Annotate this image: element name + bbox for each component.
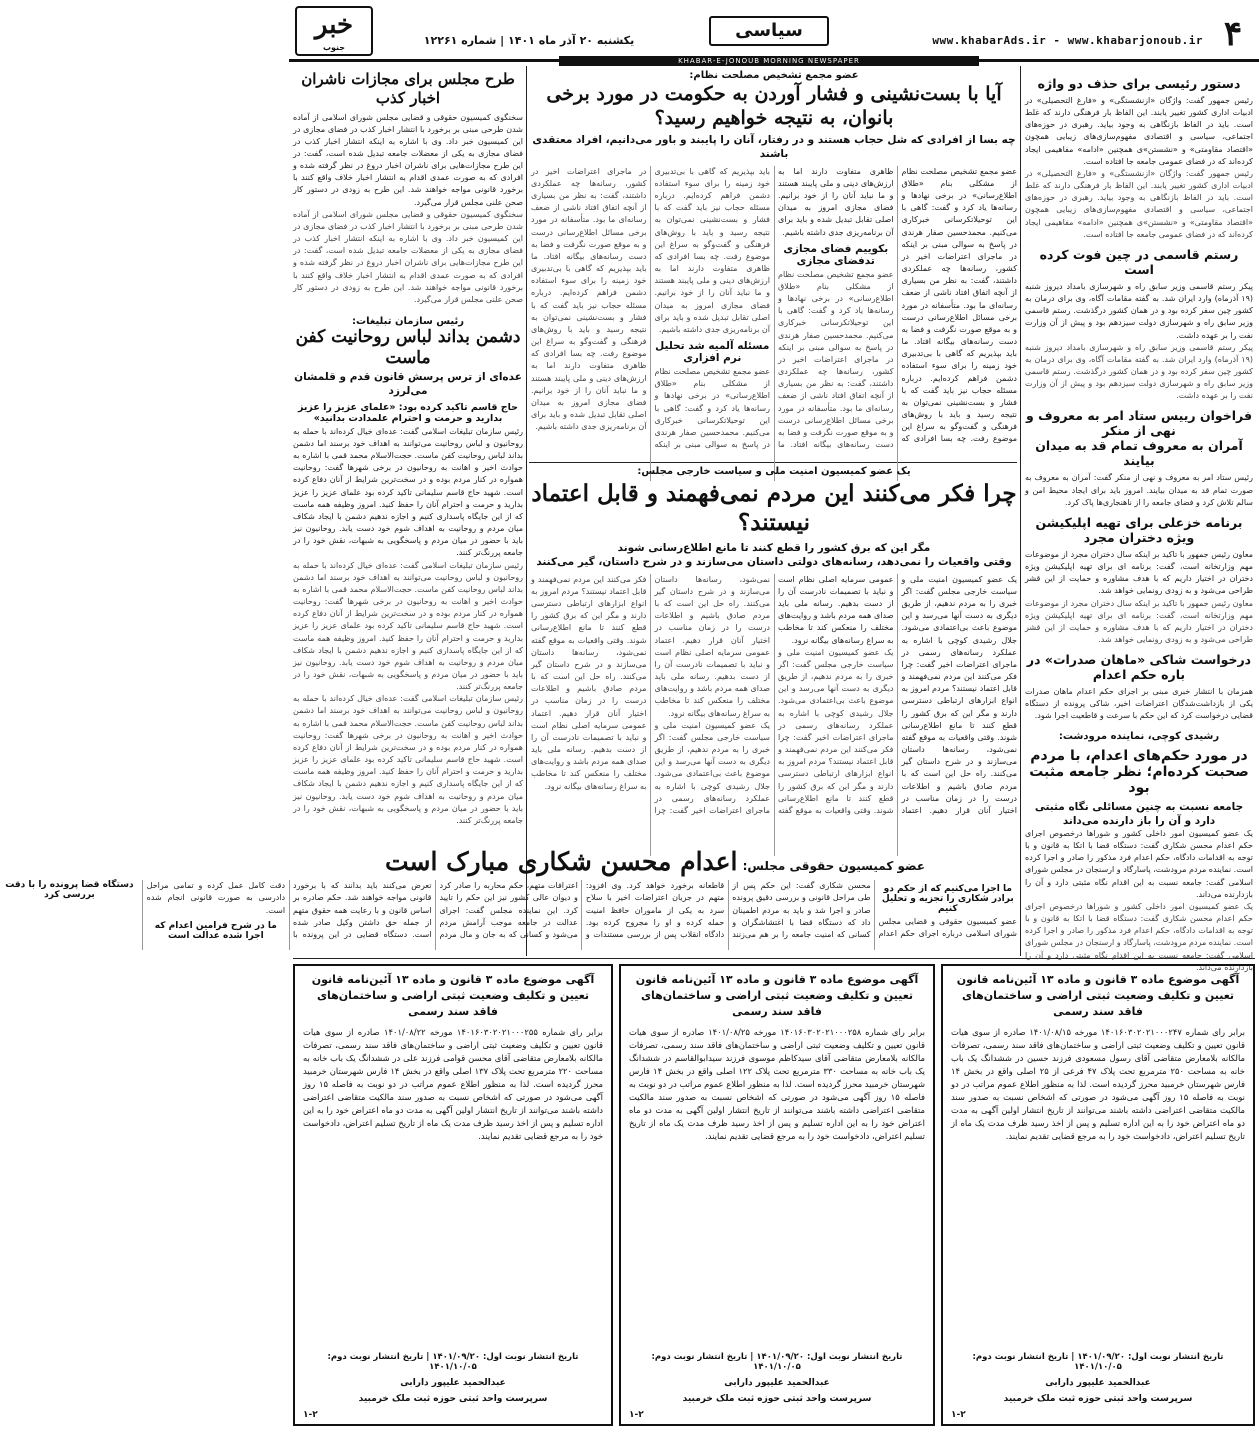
story-body: عضو کمیسیون حقوقی و قضایی مجلس شورای اسلامی درباره اجرای حکم اعدام محسن شکاری گفت: این حکم پس از طی مراحل قانونی و بررسی دقیق پرونده صادر و اجرا شد و باید به مردم اطمینان داد که دستگاه قضا با اغتشاشگران و کسانی که امنیت جامعه را بر هم می‌زنند قاطعانه برخورد خواهد کرد. وی افزود: متهم در جریان اعتراضات اخیر با سلاح سرد به یکی از ماموران حافظ امنیت حمله کرده و او را مجروح کرده بود. دادگاه انقلاب پس از بررسی مستندات و اعترافات متهم، حکم محاربه را صادر کرد و دیوان عالی کشور نیز این حکم را تایید کرد. این نماینده مجلس گفت: اجرای عدالت در جامعه موجب آرامش مردم می‌شود و کسانی که به جان و مال مردم تعرض می‌کنند باید بدانند که با برخورد قانونی مواجه خواهند شد. حکم صادره بر اساس قانون و با رعایت همه حقوق متهم از جمله حق داشتن وکیل صادر شده است. دستگاه قضایی در این پرونده با دقت کامل عمل کرده و تمامی مراحل دادرسی به صورت قانونی انجام شده است. <box>146 881 1017 939</box>
top-story <box>531 70 1017 458</box>
section-label: سیاسی <box>709 16 829 46</box>
brief-text: یک عضو کمیسیون امور داخلی کشور و شوراها درخصوص اجرای حکم اعدام محسن شکاری گفت: دستگاه قضا با اتکا به قانون و با توجه به اقدامات دادگاه، حکم اعدام فرد مذکور را صادر و اجرا کرده است. نماینده مردم مرودشت، پاسارگاد و ارسنجان در مجلس شورای اسلامی گفت: جامعه نسبت به این اقدام نگاه مثبتی دارد و آن را بازدارنده می‌داند. <box>1025 901 1253 972</box>
story-columns <box>531 574 1017 856</box>
story-headline: طرح مجلس برای مجازات ناشران اخبار کذب <box>301 70 515 107</box>
brief-text: رئیس جمهور گفت: واژگان «ازنشستگی» و «فارغ التحصیلی» در ادبیات اداری کشور تغییر یابند. این الفاظ بار فرهنگی دارند که غلط است. باید در الفاظ بازنگاهی به وجود بیاید. رهبری در حوزه‌های اجتماعی، سیاسی و اقتصادی مفهوم‌سازی‌های زیبایی همچون «اقتصاد مقاومتی» و «نشستن»ی همچنین «ادامه» مفاهیمی ایجاد کرده‌اند که در فضای عمومی جامعه جا افتاده است. <box>1025 168 1253 239</box>
brief-text: پیکر رستم قاسمی وزیر سابق راه و شهرسازی بامداد دیروز شنبه (۱۹ آذرماه) وارد ایران شد. به گفته مقامات آگاه، وی برای درمان به کشور چین سفر کرده بود و در همان کشور درگذشت. رستم قاسمی وزیر سابق راه و شهرسازی دولت سیزدهم بود و پیش از آن وزارت نفت را بر عهده داشت. <box>1025 342 1253 401</box>
story-kicker: یک عضو کمیسیون امنیت ملی و سیاست خارجی مجلس: <box>637 466 911 477</box>
banner-headline: اعدام محسن شکاری مبارک است <box>384 847 738 876</box>
brief-text: یک عضو کمیسیون امور داخلی کشور و شوراها درخصوص اجرای حکم اعدام محسن شکاری گفت: دستگاه قضا با اتکا به قانون و با توجه به اقدامات دادگاه، حکم اعدام فرد مذکور را صادر و اجرا کرده است. نماینده مردم مرودشت، پاسارگاد و ارسنجان در مجلس شورای اسلامی گفت: جامعه نسبت به این اقدام نگاه مثبتی دارد و آن را بازدارنده می‌داند. <box>1025 828 1253 899</box>
ad-title: آگهی موضوع ماده ۳ قانون و ماده ۱۳ آئین‌نامه قانون تعیین و تکلیف وضعیت ثبتی اراضی و ساختمان‌های فاقد سند رسمی <box>956 973 1240 1018</box>
brief-kicker: رشیدی کوچی، نماینده مرودشت: <box>1058 730 1220 742</box>
second-story <box>531 466 1017 844</box>
brief-text: معاون رئیس جمهور با تاکید بر اینکه سال دختران مجرد از موضوعات مهم وزارتخانه است، گفت: برنامه ای برای تهیه اپلیکیشن ویژه دختران در اختیار داریم که با هدف مشاوره و حمایت از این قشر طراحی می‌شود و به زودی رونمایی خواهد شد. <box>1025 549 1253 596</box>
brief-text: همزمان با انتشار خبری مبنی بر اجرای حکم اعدام ماهان صدرات یکی از بازداشت‌شدگان اعتراضات اخیر، شاکی پرونده از دستگاه قضایی درخواست کرد که این حکم با سرعت و قاطعیت اجرا شود. <box>1025 687 1253 721</box>
masthead <box>289 0 1259 62</box>
story-kicker: رئیس سازمان تبلیغات: <box>352 316 464 327</box>
brief-title: درخواست شاکی «ماهان صدرات» در باره حکم اعدام <box>1026 652 1252 683</box>
story-subhead: ما در شرح فرامین اعدام که اجرا شده عدالت است <box>154 920 277 941</box>
newspaper-logo <box>295 6 373 56</box>
left-column <box>293 70 523 954</box>
story-headline: چرا فکر می‌کنند این مردم نمی‌فهمند و قابل اعتماد نیستند؟ <box>531 480 1017 536</box>
story-body: یک عضو کمیسیون امنیت ملی و سیاست خارجی مجلس گفت: اگر خبری را به مردم ندهیم، از طریق دیگری به دست آنها می‌رسد و این موضوع باعث بی‌اعتمادی می‌شود. جلال رشیدی کوچی با اشاره به عملکرد رسانه‌های رسمی در ماجرای اعتراضات اخیر گفت: چرا فکر می‌کنند این مردم نمی‌فهمند و قابل اعتماد نیستند؟ مردم امروز به انواع ابزارهای ارتباطی دسترسی دارند و مگر این که برق کشور را قطع کنند تا مانع اطلاع‌رسانی شوند. وقتی واقعیات به موقع گفته نمی‌شود، رسانه‌ها داستان می‌سازند و در شرح داستان گیر می‌کنند. راه حل این است که با مردم صادق باشیم و اطلاعات درست را در زمان مناسب در اختیار آنان قرار دهیم. اعتماد عمومی سرمایه اصلی نظام است و نباید با تصمیمات نادرست آن را از دست بدهیم. رسانه ملی باید صدای همه مردم باشد و روایت‌های مختلف را منعکس کند تا مخاطب به سراغ رسانه‌های بیگانه نرود. <box>654 574 894 815</box>
story-body: سخنگوی کمیسیون حقوقی و قضایی مجلس شورای اسلامی از آماده شدن طرحی مبنی بر برخورد با انتشار اخبار کذب در فضای مجازی در این کمیسیون خبر داد. وی با اشاره به اینکه انتشار اخبار کذب در فضای مجازی به یکی از معضلات جامعه تبدیل شده است، گفت: در این طرح مجازات‌هایی برای ناشران اخبار دروغ در نظر گرفته شده و افرادی که به صورت عمدی اقدام به انتشار اخبار خلاف واقع کنند با برخورد قانونی مواجه خواهند شد. این طرح به زودی در دستور کار صحن علنی مجلس قرار می‌گیرد. <box>293 209 523 304</box>
story-body: رئیس سازمان تبلیغات اسلامی گفت: عده‌ای خیال کرده‌اند با حمله به روحانیون و لباس روحانیت می‌توانند به اهداف خود برسند اما دشمن بداند لباس روحانیت کفن ماست. حجت‌الاسلام محمد قمی با اشاره به حوادث اخیر و اهانت به روحانیون در برخی شهرها گفت: روحانیت همواره در کنار مردم بوده و در سخت‌ترین شرایط از آنان دفاع کرده است. شهید حاج قاسم سلیمانی تاکید کرده بود علمای عزیز را عزیز بدارید و حرمت و احترام آنان را حفظ کنید. امروز وظیفه همه ماست که از این جایگاه پاسداری کنیم و اجازه ندهیم دشمن با ایجاد شکاف میان مردم و روحانیت به اهداف شوم خود دست یابد. روحانیون نیز باید با حضور در میان مردم و پاسخگویی به شبهات، نقش خود را در جامعه پررنگ‌تر کنند. <box>293 694 523 825</box>
ad-body: برابر رای شماره ۱۴۰۱۶۰۳۰۲۰۲۱۰۰۰۲۴۷ مورخه ۱۴۰۱/۰۸/۱۵ صادره از سوی هیات قانون تعیین و تکلیف وضعیت ثبتی اراضی و ساختمان‌های فاقد سند رسمی، تصرفات مالکانه بلامعارض متقاضی آقای رسول مسعودی فرزند حسین در ششدانگ یک باب خانه به مساحت ۲۵۰ مترمربع تحت پلاک ۴۷ فرعی از ۲۵ اصلی واقع در بخش ۱۴ فارس شهرستان خرمبید محرز گردیده است. لذا به منظور اطلاع عموم مراتب در دو نوبت به فاصله ۱۵ روز آگهی می‌شود در صورتی که اشخاص نسبت به صدور سند مالکیت متقاضی اعتراضی داشته باشند می‌توانند از تاریخ انتشار اولین آگهی به مدت دو ماه اعتراض خود را به این اداره تسلیم و پس از اخذ رسید ظرف مدت یک ماه از تاریخ تسلیم اعتراض، دادخواست خود را به مرجع قضایی تقدیم نمایند. <box>951 1026 1246 1141</box>
logo-word: خبر <box>314 10 354 40</box>
ad-signer: عبدالحمید علیپور دارابی <box>400 1378 506 1388</box>
story-body: عضو مجمع تشخیص مصلحت نظام از مشکلی بنام «طلاق اطلاع‌رسانی» در برخی نهادها و رسانه‌ها یاد کرد و گفت: گاهی با این توحیلاتکرسانی خبرکاری می‌کنیم. محمدحسین صفار هرندی در پاسخ به سوالی مبنی بر اینکه در ماجرای اعتراضات اخیر در کشور، رسانه‌ها چه عملکردی داشتند، گفت: به نظر من بسیاری از آنچه اتفاق افتاد ناشی از ضعف رسانه‌ای ما بود. متأسفانه در مورد برخی مسائل اطلاع‌رسانی درست و به موقع صورت نگرفت و فضا به دست رسانه‌های بیگانه افتاد. ما باید بپذیریم که گاهی با بی‌تدبیری خود زمینه را برای سوء استفاده دشمن فراهم کرده‌ایم. درباره مسئله حجاب نیز باید گفت که با فشار و بست‌نشینی نمی‌توان به نتیجه رسید و باید با روش‌های فرهنگی و گفت‌وگو به سراغ این موضوع رفت. چه بسا افرادی که ظاهری متفاوت دارند اما به ارزش‌های دینی و ملی پایبند هستند و ما نباید آنان را از خود برانیم. فضای مجازی امروز به میدان اصلی تقابل تبدیل شده و باید برای آن برنامه‌ریزی جدی داشته باشیم. <box>778 166 1017 444</box>
banner-story <box>5 846 1017 956</box>
column-rule <box>1020 66 1021 956</box>
brief-sub: جامعه نسبت به چنین مسائلی نگاه مثبتی دارد و آن را باز دارنده می‌داند <box>1034 800 1244 827</box>
ad-code: ۱-۲ <box>951 1410 966 1420</box>
site-urls[interactable]: www.khabarAds.ir - www.khabarjonoub.ir <box>932 34 1203 47</box>
story-subhead: مسئله آلمیه شد تحلیل نرم افزاری <box>655 340 770 365</box>
legal-ad <box>293 964 613 1426</box>
legal-ad <box>941 964 1255 1426</box>
brief-text: معاون رئیس جمهور با تاکید بر اینکه سال دختران مجرد از موضوعات مهم وزارتخانه است، گفت: برنامه ای برای تهیه اپلیکیشن ویژه دختران در اختیار داریم که با هدف مشاوره و حمایت از این قشر طراحی می‌شود و به زودی رونمایی خواهد شد. <box>1025 598 1253 644</box>
brief-text: رئیس جمهور گفت: واژگان «ازنشستگی» و «فارغ التحصیلی» در ادبیات اداری کشور تغییر یابند. این الفاظ بار فرهنگی دارند که غلط است. باید در الفاظ بازنگاهی به وجود بیاید. رهبری در حوزه‌های اجتماعی، سیاسی و اقتصادی مفهوم‌سازی‌های زیبایی همچون «اقتصاد مقاومتی» و «نشستن»ی همچنین «ادامه» مفاهیمی ایجاد کرده‌اند که در فضای عمومی جامعه جا افتاده است. <box>1025 96 1253 166</box>
column-rule <box>526 66 527 956</box>
story-body: عضو مجمع تشخیص مصلحت نظام از مشکلی بنام «طلاق اطلاع‌رسانی» در برخی نهادها و رسانه‌ها یاد کرد و گفت: گاهی با این توحیلاتکرسانی خبرکاری می‌کنیم. محمدحسین صفار هرندی در پاسخ به سوالی مبنی بر اینکه در ماجرای اعتراضات اخیر در کشور، رسانه‌ها چه عملکردی داشتند، گفت: به نظر من بسیاری از آنچه اتفاق افتاد ناشی از ضعف رسانه‌ای ما بود. متأسفانه در مورد برخی مسائل اطلاع‌رسانی درست و به موقع صورت نگرفت و فضا به دست رسانه‌های بیگانه افتاد. ما باید بپذیریم که گاهی با بی‌تدبیری خود زمینه را برای سوء استفاده دشمن فراهم کرده‌ایم. درباره مسئله حجاب نیز باید گفت که با فشار و بست‌نشینی نمی‌توان به نتیجه رسید و باید با روش‌های فرهنگی و گفت‌وگو به سراغ این موضوع رفت. چه بسا افرادی که ظاهری متفاوت دارند اما به ارزش‌های دینی و ملی پایبند هستند و ما نباید آنان را از خود برانیم. فضای مجازی امروز به میدان اصلی تقابل تبدیل شده و باید برای آن برنامه‌ریزی جدی داشته باشیم. <box>654 166 894 449</box>
logo-sub: جنوب <box>322 43 346 52</box>
story-subhead: بکوییم فضای مجازی تدفضای مجازی <box>783 242 889 267</box>
story-subhead: حاج قاسم تاکید کرده بود: «علمای عزیز را عزیز بدارید و حرمت و احترام علمدادت بدانید» <box>297 401 519 424</box>
ad-office: سرپرست واحد ثبتی حوزه ثبت ملک خرمبید <box>1003 1394 1193 1404</box>
issue-date-line: یکشنبه ۲۰ آذر ماه ۱۴۰۱ | شماره ۱۲۲۶۱ <box>423 34 635 47</box>
story-lead: مگر این که برق کشور را قطع کنند تا مانع اطلاع‌رسانی شوند <box>617 541 931 554</box>
ad-body: برابر رای شماره ۱۴۰۱۶۰۳۰۲۰۲۱۰۰۰۲۵۵ مورخه ۱۴۰۱/۰۸/۲۲ صادره از سوی هیات قانون تعیین و تکلیف وضعیت ثبتی اراضی و ساختمان‌های فاقد سند رسمی، تصرفات مالکانه بلامعارض متقاضی آقای محسن قوامی فرزند علی در ششدانگ یک باب خانه به مساحت ۲۲۰ مترمربع تحت پلاک ۱۳۷ اصلی واقع در بخش ۱۴ فارس شهرستان خرمبید محرز گردیده است. لذا به منظور اطلاع عموم مراتب در دو نوبت به فاصله ۱۵ روز آگهی می‌شود در صورتی که اشخاص نسبت به صدور سند مالکیت متقاضی اعتراضی داشته باشند می‌توانند از تاریخ انتشار اولین آگهی به مدت دو ماه اعتراض خود را به این اداره تسلیم و پس از اخذ رسید ظرف مدت یک ماه از تاریخ تسلیم اعتراض، دادخواست خود را به مرجع قضایی تقدیم نمایند. <box>303 1026 603 1141</box>
ad-code: ۱-۲ <box>629 1410 644 1420</box>
ad-signer: عبدالحمید علیپور دارابی <box>1045 1378 1151 1388</box>
brief-title: فراخوان رییس ستاد امر به معروف و نهی از منکر آمران به معروف تمام قد به میدان بیایند <box>1025 408 1253 469</box>
briefs-column <box>1025 70 1253 972</box>
story-body: رئیس سازمان تبلیغات اسلامی گفت: عده‌ای خیال کرده‌اند با حمله به روحانیون و لباس روحانیت می‌توانند به اهداف خود برسند اما دشمن بداند لباس روحانیت کفن ماست. حجت‌الاسلام محمد قمی با اشاره به حوادث اخیر و اهانت به روحانیون در برخی شهرها گفت: روحانیت همواره در کنار مردم بوده و در سخت‌ترین شرایط از آنان دفاع کرده است. شهید حاج قاسم سلیمانی تاکید کرده بود علمای عزیز را عزیز بدارید و حرمت و احترام آنان را حفظ کنید. امروز وظیفه همه ماست که از این جایگاه پاسداری کنیم و اجازه ندهیم دشمن با ایجاد شکاف میان مردم و روحانیت به اهداف شوم خود دست یابد. روحانیون نیز باید با حضور در میان مردم و پاسخگویی به شبهات، نقش خود را در جامعه پررنگ‌تر کنند. <box>293 426 523 558</box>
ad-office: سرپرست واحد ثبتی حوزه ثبت ملک خرمبید <box>682 1394 872 1404</box>
story-subhead: ما اجرا می‌کنیم که از حکم دو برادر شکاری را تجزیه و تحلیل کنیم <box>881 884 1014 915</box>
story-columns <box>5 880 1017 950</box>
story-body: یک عضو کمیسیون امنیت ملی و سیاست خارجی مجلس گفت: اگر خبری را به مردم ندهیم، از طریق دیگری به دست آنها می‌رسد و این موضوع باعث بی‌اعتمادی می‌شود. جلال رشیدی کوچی با اشاره به عملکرد رسانه‌های رسمی در ماجرای اعتراضات اخیر گفت: چرا فکر می‌کنند این مردم نمی‌فهمند و قابل اعتماد نیستند؟ مردم امروز به انواع ابزارهای ارتباطی دسترسی دارند و مگر این که برق کشور را قطع کنند تا مانع اطلاع‌رسانی شوند. وقتی واقعیات به موقع گفته نمی‌شود، رسانه‌ها داستان می‌سازند و در شرح داستان گیر می‌کنند. راه حل این است که با مردم صادق باشیم و اطلاعات درست را در زمان مناسب در اختیار آنان قرار دهیم. اعتماد عمومی سرمایه اصلی نظام است و نباید با تصمیمات نادرست آن را از دست بدهیم. رسانه ملی باید صدای همه مردم باشد و روایت‌های مختلف را منعکس کند تا مخاطب به سراغ رسانه‌های بیگانه نرود. <box>778 574 1017 815</box>
story-lead: چه بسا از افرادی که شل حجاب هستند و در رفتار، آنان را پایبند و باور می‌دانیم، افراد معتقدی باشند <box>532 133 1016 160</box>
story-headline: دشمن بداند لباس روحانیت کفن ماست <box>295 327 521 369</box>
banner-kicker: عضو کمیسیون حقوقی مجلس: <box>742 859 926 873</box>
ad-signer: عبدالحمید علیپور دارابی <box>724 1378 830 1388</box>
story-body: عضو مجمع تشخیص مصلحت نظام از مشکلی بنام «طلاق اطلاع‌رسانی» در برخی نهادها و رسانه‌ها یاد کرد و گفت: گاهی با این توحیلاتکرسانی خبرکاری می‌کنیم. محمدحسین صفار هرندی در پاسخ به سوالی مبنی بر اینکه در ماجرای اعتراضات اخیر در کشور، رسانه‌ها چه عملکردی داشتند، گفت: به نظر من بسیاری از آنچه اتفاق افتاد ناشی از ضعف رسانه‌ای ما بود. متأسفانه در مورد برخی مسائل اطلاع‌رسانی درست و به موقع صورت نگرفت و فضا به دست رسانه‌های بیگانه افتاد. ما باید بپذیریم که گاهی با بی‌تدبیری خود زمینه را برای سوء استفاده دشمن فراهم کرده‌ایم. درباره مسئله حجاب نیز باید گفت که با فشار و بست‌نشینی نمی‌توان به نتیجه رسید و باید با روش‌های فرهنگی و گفت‌وگو به سراغ این موضوع رفت. چه بسا افرادی که ظاهری متفاوت دارند اما به ارزش‌های دینی و ملی پایبند هستند و ما نباید آنان را از خود برانیم. فضای مجازی امروز به میدان اصلی تقابل تبدیل شده و باید برای آن برنامه‌ریزی جدی داشته باشیم. <box>531 166 770 449</box>
story-body: سخنگوی کمیسیون حقوقی و قضایی مجلس شورای اسلامی از آماده شدن طرحی مبنی بر برخورد با انتشار اخبار کذب در فضای مجازی در این کمیسیون خبر داد. وی با اشاره به اینکه انتشار اخبار کذب در فضای مجازی به یکی از معضلات جامعه تبدیل شده است، گفت: در این طرح مجازات‌هایی برای ناشران اخبار دروغ در نظر گرفته شده و افرادی که به صورت عمدی اقدام به انتشار اخبار خلاف واقع کنند با برخورد قانونی مواجه خواهند شد. این طرح به زودی در دستور کار صحن علنی مجلس قرار می‌گیرد. <box>293 112 523 207</box>
story-lead: عده‌ای از ترس پرسش قانون قدم و قلمشان می‌لرزد <box>294 370 522 397</box>
ad-dates: تاریخ انتشار نوبت اول: ۱۴۰۱/۰۹/۲۰ | تاریخ انتشار نوبت دوم: ۱۴۰۱/۱۰/۰۵ <box>972 1352 1224 1372</box>
english-ribbon: KHABAR-E-JONOUB MORNING NEWSPAPER <box>559 56 979 66</box>
page-number: ۴ <box>1223 14 1243 54</box>
story-headline: آیا با بست‌نشینی و فشار آوردن به حکومت در مورد برخی بانوان، به نتیجه خواهیم رسید؟ <box>546 83 1002 129</box>
brief-title: دستور رئیسی برای حذف دو واژه <box>1037 76 1241 91</box>
brief-title: در مورد حکم‌های اعدام، با مردم صحبت کرده‌ام؛ نظر جامعه مثبت بود <box>1029 747 1249 796</box>
brief-title: رستم قاسمی در چین فوت کرده است <box>1039 246 1239 277</box>
ad-office: سرپرست واحد ثبتی حوزه ثبت ملک خرمبید <box>358 1394 548 1404</box>
story-subhead: دستگاه قضا پرونده را با دقت بررسی کرد <box>5 880 134 901</box>
legal-ad <box>619 964 935 1426</box>
story-lead: وقتی واقعیات را نمی‌دهد، رسانه‌های دولتی داستان می‌سازند و در شرح داستان، گیر می‌کنند <box>536 555 1012 568</box>
ad-body: برابر رای شماره ۱۴۰۱۶۰۳۰۲۰۲۱۰۰۰۲۵۸ مورخه ۱۴۰۱/۰۸/۲۵ صادره از سوی هیات قانون تعیین و تکلیف وضعیت ثبتی اراضی و ساختمان‌های فاقد سند رسمی، تصرفات مالکانه بلامعارض متقاضی آقای سیدکاظم موسوی فرزند سیدابوالقاسم در ششدانگ یک باب خانه به مساحت ۳۳۰ مترمربع تحت پلاک ۱۲۲ اصلی واقع در بخش ۱۴ فارس شهرستان خرمبید محرز گردیده است. لذا به منظور اطلاع عموم مراتب در دو نوبت به فاصله ۱۵ روز آگهی می‌شود در صورتی که اشخاص نسبت به صدور سند مالکیت متقاضی اعتراضی داشته باشند می‌توانند از تاریخ انتشار اولین آگهی به مدت دو ماه اعتراض خود را به این اداره تسلیم و پس از اخذ رسید ظرف مدت یک ماه از تاریخ تسلیم اعتراض، دادخواست خود را به مرجع قضایی تقدیم نمایند. <box>629 1026 926 1141</box>
story-kicker: عضو مجمع تشخیص مصلحت نظام: <box>689 70 859 81</box>
brief-title: برنامه خزعلی برای تهیه اپلیکیشن ویژه دختران مجرد <box>1035 514 1243 545</box>
brief-text: رئیس ستاد امر به معروف و نهی از منکر گفت: آمران به معروف به صورت تمام قد به میدان بیایند. امروز باید برای ایجاد محیط امن و سالم تلاش کرد و فضای جامعه را از ناهنجاری‌ها پاک کرد. <box>1025 473 1253 507</box>
story-body: یک عضو کمیسیون امنیت ملی و سیاست خارجی مجلس گفت: اگر خبری را به مردم ندهیم، از طریق دیگری به دست آنها می‌رسد و این موضوع باعث بی‌اعتمادی می‌شود. جلال رشیدی کوچی با اشاره به عملکرد رسانه‌های رسمی در ماجرای اعتراضات اخیر گفت: چرا فکر می‌کنند این مردم نمی‌فهمند و قابل اعتماد نیستند؟ مردم امروز به انواع ابزارهای ارتباطی دسترسی دارند و مگر این که برق کشور را قطع کنند تا مانع اطلاع‌رسانی شوند. وقتی واقعیات به موقع گفته نمی‌شود، رسانه‌ها داستان می‌سازند و در شرح داستان گیر می‌کنند. راه حل این است که با مردم صادق باشیم و اطلاعات درست را در زمان مناسب در اختیار آنان قرار دهیم. اعتماد عمومی سرمایه اصلی نظام است و نباید با تصمیمات نادرست آن را از دست بدهیم. رسانه ملی باید صدای همه مردم باشد و روایت‌های مختلف را منعکس کند تا مخاطب به سراغ رسانه‌های بیگانه نرود. <box>531 574 770 815</box>
ad-dates: تاریخ انتشار نوبت اول: ۱۴۰۱/۰۹/۲۰ | تاریخ انتشار نوبت دوم: ۱۴۰۱/۱۰/۰۵ <box>327 1352 579 1372</box>
ad-title: آگهی موضوع ماده ۳ قانون و ماده ۱۳ آئین‌نامه قانون تعیین و تکلیف وضعیت ثبتی اراضی و ساختمان‌های فاقد سند رسمی <box>311 973 595 1018</box>
story-body: رئیس سازمان تبلیغات اسلامی گفت: عده‌ای خیال کرده‌اند با حمله به روحانیون و لباس روحانیت می‌توانند به اهداف خود برسند اما دشمن بداند لباس روحانیت کفن ماست. حجت‌الاسلام محمد قمی با اشاره به حوادث اخیر و اهانت به روحانیون در برخی شهرها گفت: روحانیت همواره در کنار مردم بوده و در سخت‌ترین شرایط از آنان دفاع کرده است. شهید حاج قاسم سلیمانی تاکید کرده بود علمای عزیز را عزیز بدارید و حرمت و احترام آنان را حفظ کنید. امروز وظیفه همه ماست که از این جایگاه پاسداری کنیم و اجازه ندهیم دشمن با ایجاد شکاف میان مردم و روحانیت به اهداف شوم خود دست یابد. روحانیون نیز باید با حضور در میان مردم و پاسخگویی به شبهات، نقش خود را در جامعه پررنگ‌تر کنند. <box>293 560 523 692</box>
ad-code: ۱-۲ <box>303 1410 318 1420</box>
story-columns <box>531 166 1017 481</box>
banner-headline-row <box>293 846 1017 877</box>
ad-dates: تاریخ انتشار نوبت اول: ۱۴۰۱/۰۹/۲۰ | تاریخ انتشار نوبت دوم: ۱۴۰۱/۱۰/۰۵ <box>651 1352 903 1372</box>
ad-title: آگهی موضوع ماده ۳ قانون و ماده ۱۳ آئین‌نامه قانون تعیین و تکلیف وضعیت ثبتی اراضی و ساختمان‌های فاقد سند رسمی <box>635 973 919 1018</box>
brief-text: پیکر رستم قاسمی وزیر سابق راه و شهرسازی بامداد دیروز شنبه (۱۹ آذرماه) وارد ایران شد. به گفته مقامات آگاه، وی برای درمان به کشور چین سفر کرده بود و در همان کشور درگذشت. رستم قاسمی وزیر سابق راه و شهرسازی دولت سیزدهم بود و پیش از آن وزارت نفت را بر عهده داشت. <box>1025 281 1253 340</box>
